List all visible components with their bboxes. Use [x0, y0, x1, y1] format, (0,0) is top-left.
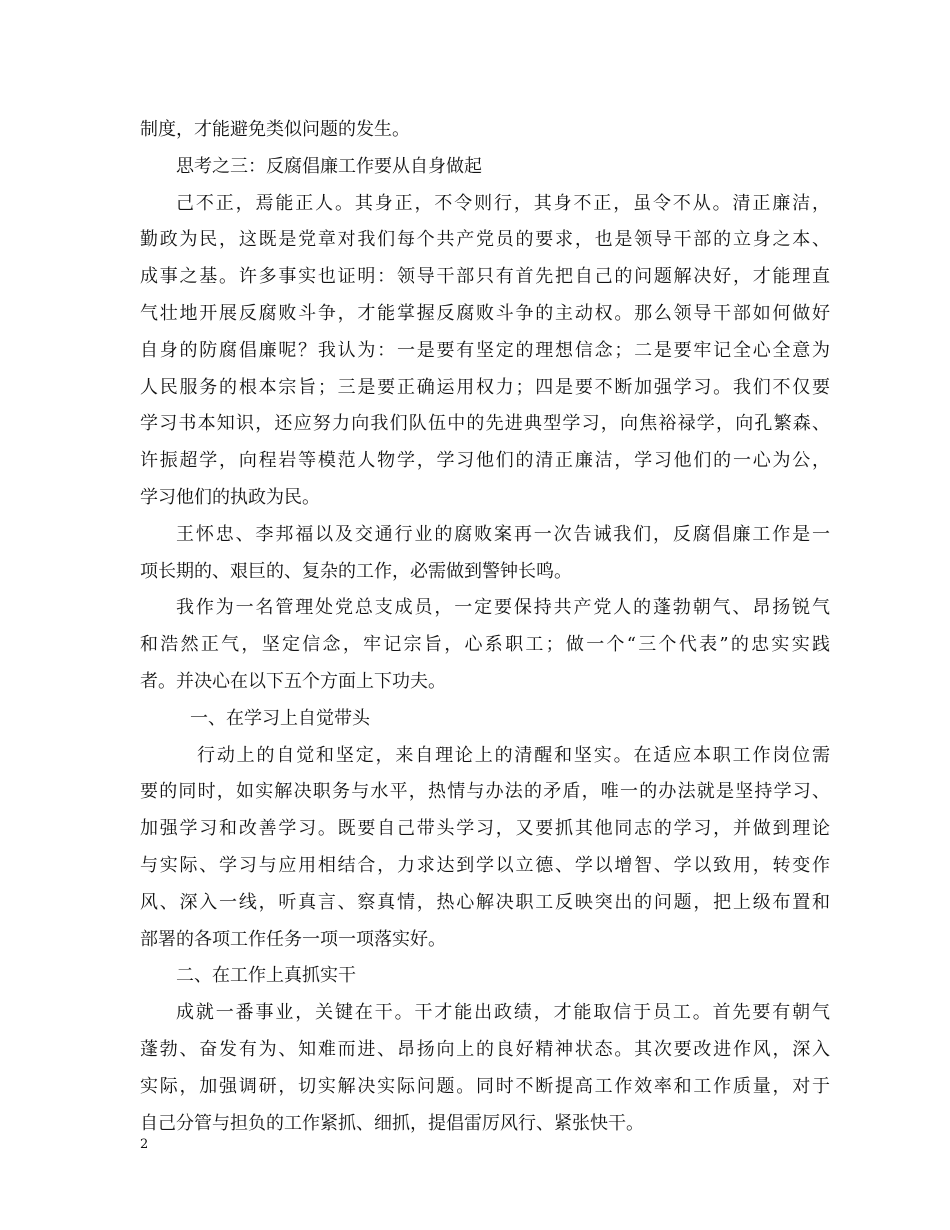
text-line: 和浩然正气，坚定信念，牢记宗旨，心系职工；做一个“三个代表”的忠实实践: [140, 634, 830, 656]
text-line: 学习书本知识，还应努力向我们队伍中的先进典型学习，向焦裕禄学，向孔繁森、: [140, 413, 830, 435]
text-line: 自身的防腐倡廉呢？我认为：一是要有坚定的理想信念；二是要牢记全心全意为: [140, 339, 830, 361]
text-line: 一、在学习上自觉带头: [190, 707, 370, 729]
text-line: 制度，才能避免类似问题的发生。: [140, 119, 410, 140]
text-line: 二、在工作上真抓实干: [176, 965, 356, 987]
document-body: [140, 112, 830, 1142]
text-line: 思考之三：反腐倡廉工作要从自身做起: [176, 155, 482, 177]
text-line: 加强学习和改善学习。既要自己带头学习，又要抓其他同志的学习，并做到理论: [140, 818, 830, 840]
text-line: 要的同时，如实解决职务与水平，热情与办法的矛盾，唯一的办法就是坚持学习、: [140, 781, 830, 803]
text-line: 许振超学，向程岩等模范人物学，学习他们的清正廉洁，学习他们的一心为公，: [140, 450, 830, 472]
text-line: 学习他们的执政为民。: [140, 486, 320, 508]
text-line: 王怀忠、李邦福以及交通行业的腐败案再一次告诫我们，反腐倡廉工作是一: [176, 523, 830, 545]
text-line: 与实际、学习与应用相结合，力求达到学以立德、学以增智、学以致用，转变作: [140, 854, 830, 876]
text-line: 勤政为民，这既是党章对我们每个共产党员的要求，也是领导干部的立身之本、: [140, 229, 830, 251]
text-line: 自己分管与担负的工作紧抓、细抓，提倡雷厉风行、紧张快干。: [140, 1112, 644, 1134]
text-line: 成就一番事业，关键在干。干才能出政绩，才能取信于员工。首先要有朝气: [176, 1002, 830, 1024]
text-line: 风、深入一线，听真言、察真情，热心解决职工反映突出的问题，把上级布置和: [140, 891, 830, 913]
text-line: 项长期的、艰巨的、复杂的工作，必需做到警钟长鸣。: [140, 560, 572, 582]
text-line: 者。并决心在以下五个方面上下功夫。: [140, 670, 446, 692]
text-line: 实际，加强调研，切实解决实际问题。同时不断提高工作效率和工作质量，对于: [140, 1075, 830, 1097]
text-line: 行动上的自觉和坚定，来自理论上的清醒和坚实。在适应本职工作岗位需: [197, 744, 830, 766]
text-line: 人民服务的根本宗旨；三是要正确运用权力；四是要不断加强学习。我们不仅要: [140, 376, 830, 398]
page-number: 2: [140, 1137, 149, 1152]
text-line: 蓬勃、奋发有为、知难而进、昂扬向上的良好精神状态。其次要改进作风，深入: [140, 1038, 830, 1060]
text-line: 己不正，焉能正人。其身正，不令则行，其身不正，虽令不从。清正廉洁，: [176, 192, 830, 214]
text-line: 成事之基。许多事实也证明：领导干部只有首先把自己的问题解决好，才能理直: [140, 266, 830, 288]
text-line: 我作为一名管理处党总支成员，一定要保持共产党人的蓬勃朝气、昂扬锐气: [176, 597, 830, 619]
text-line: 气壮地开展反腐败斗争，才能掌握反腐败斗争的主动权。那么领导干部如何做好: [140, 302, 830, 324]
text-line: 部署的各项工作任务一项一项落实好。: [140, 928, 446, 950]
